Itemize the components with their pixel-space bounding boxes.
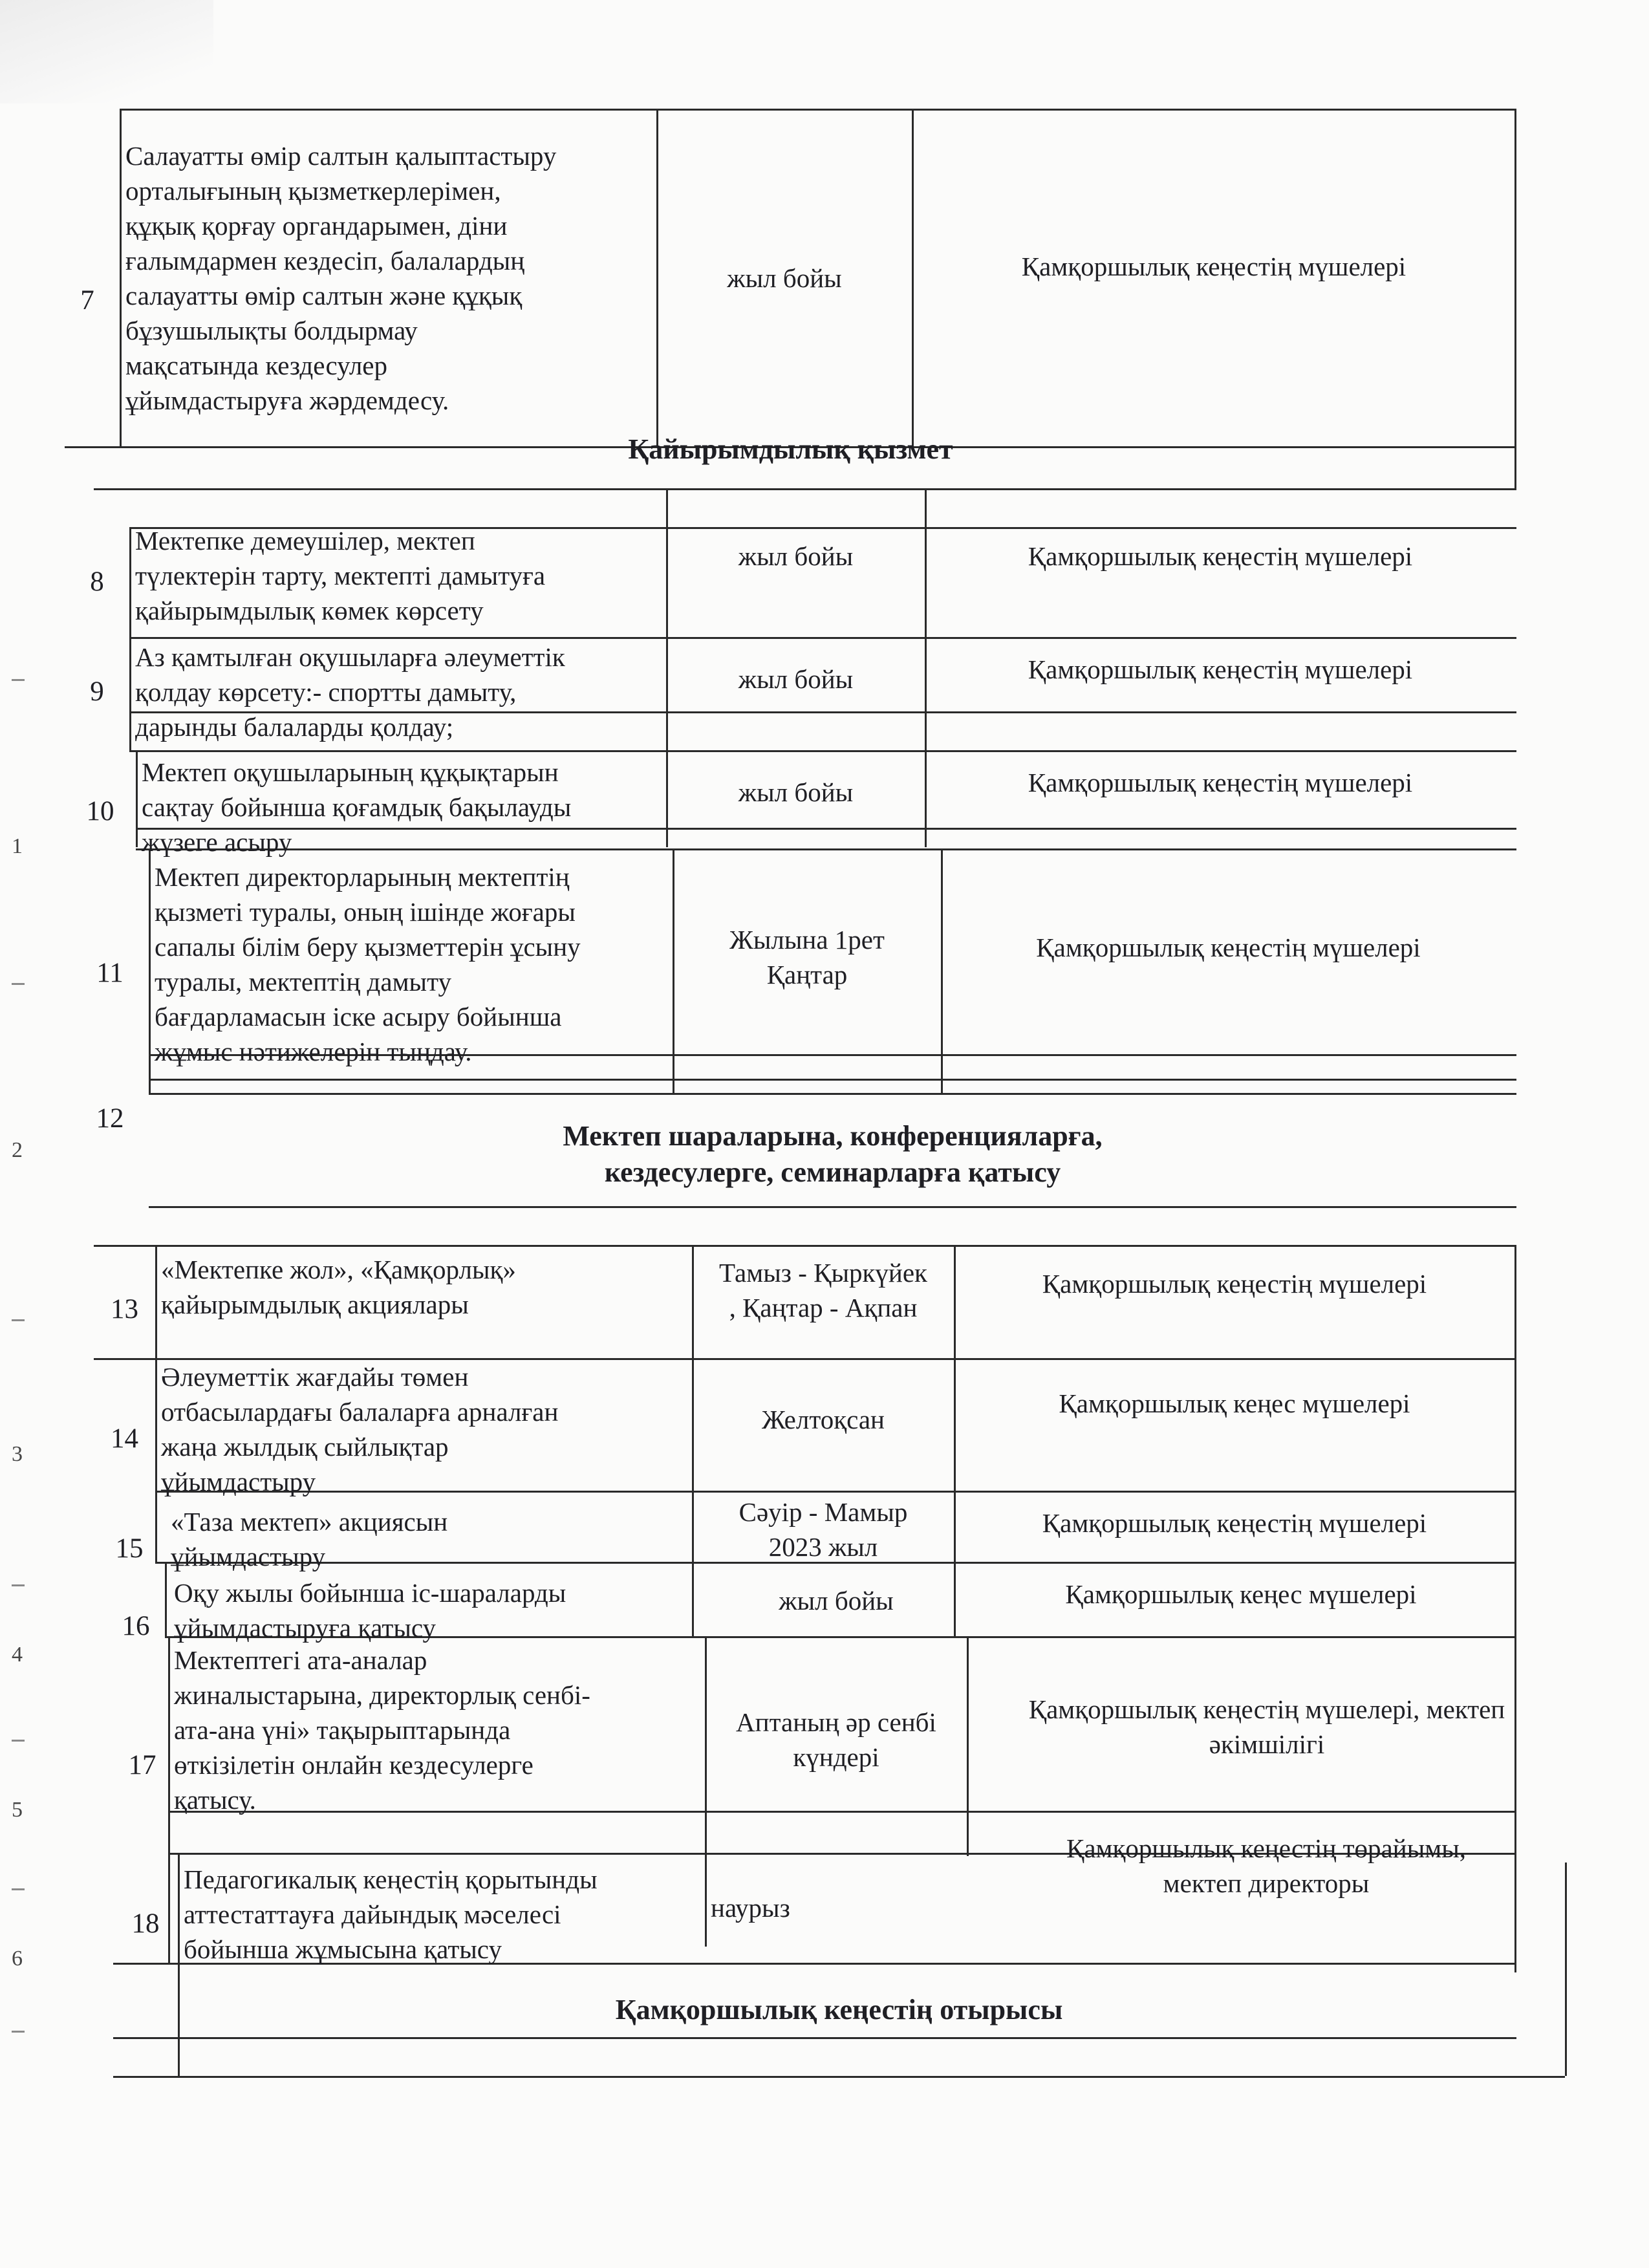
- activity-responsible: Қамқоршылық кеңестің мүшелері, мектеп әкімшілігі: [1028, 1694, 1505, 1759]
- ruler-mark: 2: [12, 1138, 23, 1162]
- activity-term: Жылына 1рет Қаңтар: [729, 925, 885, 989]
- activity-description: «Мектепке жол», «Қамқорлық» қайырымдылық акциялары: [161, 1255, 516, 1319]
- activity-responsible: Қамқоршылық кеңестің мүшелері: [1042, 1269, 1427, 1299]
- activity-term: Тамыз - Қыркүйек , Қаңтар - Ақпан: [719, 1258, 927, 1323]
- activity-description: Оқу жылы бойынша іс-шараларды ұйымдастыруға қатысу: [174, 1578, 566, 1643]
- activity-responsible: Қамқоршылық кеңестің мүшелері: [1028, 768, 1413, 797]
- row-number: 7: [80, 285, 94, 316]
- row-number: 8: [90, 567, 104, 597]
- activity-responsible: Қамқоршылық кеңестің мүшелері: [1028, 541, 1413, 571]
- activity-responsible: Қамқоршылық кеңестің мүшелері: [1028, 654, 1413, 684]
- ruler-mark: 4: [12, 1643, 23, 1667]
- activity-description: Мектеп директорларының мектептің қызметі туралы, оның ішінде жоғары сапалы білім беру қызметтерін ұсыну туралы, мектептің дамыту бағдарламасын іске асыру бойынша жұмыс нәтижелерін тыңдау.: [155, 862, 581, 1066]
- activity-term: жыл бойы: [727, 263, 842, 293]
- ruler-mark: 1: [12, 834, 23, 858]
- activity-term: Сәуір - Мамыр 2023 жыл: [738, 1497, 908, 1562]
- activity-description: Аз қамтылған оқушыларға әлеуметтік қолдау көрсету:- спортты дамыту, дарынды балаларды қолдау;: [135, 642, 565, 742]
- activity-term: жыл бойы: [738, 777, 854, 807]
- activity-description: Педагогикалық кеңестің қорытынды аттестаттауға дайындық мәселесі бойынша жұмысына қатысу: [184, 1864, 598, 1964]
- activity-responsible: Қамқоршылық кеңестің мүшелері: [1021, 252, 1406, 281]
- row-number: 16: [122, 1611, 150, 1641]
- activity-description: «Таза мектеп» акциясын ұйымдастыру: [171, 1507, 448, 1571]
- activity-responsible: Қамқоршылық кеңес мүшелері: [1065, 1579, 1417, 1609]
- activity-term: жыл бойы: [738, 664, 854, 694]
- activity-description: Салауатты өмір салтын қалыптастыру орталығының қызметкерлерімен, құқық қорғау органдарымен, діни ғалымдармен кездесіп, балалардың салауатты өмір салтын және құқық бұзушылықты болдырмау мақсатында кездесулер ұйымдастыруға жәрдемдесу.: [125, 140, 557, 415]
- row-number: 15: [115, 1533, 144, 1564]
- section-heading-meeting: Қамқоршылық кеңестің отырысы: [615, 1993, 1063, 2025]
- section-heading-events: Мектеп шараларына, конференцияларға, кездесулерге, семинарларға қатысу: [563, 1119, 1103, 1188]
- ruler-mark: 3: [12, 1442, 23, 1466]
- activity-responsible: Қамқоршылық кеңестің мүшелері: [1036, 933, 1421, 962]
- activity-description: Мектеп оқушыларының құқықтарын сақтау бойынша қоғамдық бақылауды жүзеге асыру: [142, 757, 572, 857]
- ruler-mark: 5: [12, 1798, 23, 1822]
- row-number: 11: [96, 958, 124, 988]
- activity-term: жыл бойы: [738, 541, 854, 571]
- activity-responsible: Қамқоршылық кеңестің төрайымы, мектеп директоры: [1066, 1833, 1466, 1898]
- row-number: 14: [111, 1423, 138, 1454]
- activity-term: Аптаның әр сенбі күндері: [736, 1707, 936, 1772]
- row-number: 12: [96, 1103, 124, 1134]
- activity-responsible: Қамқоршылық кеңес мүшелері: [1059, 1388, 1410, 1418]
- row-number: 18: [131, 1908, 160, 1939]
- page-fold-shadow: [0, 0, 213, 103]
- activity-term: наурыз: [711, 1893, 790, 1923]
- activity-term: жыл бойы: [779, 1586, 894, 1615]
- activity-description: Әлеуметтік жағдайы төмен отбасылардағы балаларға арналған жаңа жылдық сыйлықтар ұйымдастыру: [161, 1362, 559, 1496]
- activity-responsible: Қамқоршылық кеңестің мүшелері: [1042, 1508, 1427, 1538]
- activity-term: Желтоқсан: [762, 1405, 885, 1434]
- activity-description: Мектепке демеушілер, мектеп түлектерін тарту, мектепті дамытуға қайырымдылық көмек көрсету: [135, 526, 546, 625]
- activity-description: Мектептегі ата-аналар жиналыстарына, директорлық сенбі- ата-ана үні» тақырыптарында өткізілетін онлайн кездесулерге қатысу.: [174, 1645, 590, 1815]
- row-number: 17: [128, 1750, 156, 1780]
- row-number: 9: [90, 676, 104, 707]
- section-heading-charity: Қайырымдылық қызмет: [628, 433, 953, 465]
- ruler-mark: 6: [12, 1947, 23, 1971]
- row-number: 13: [111, 1294, 138, 1324]
- row-number: 10: [86, 796, 114, 826]
